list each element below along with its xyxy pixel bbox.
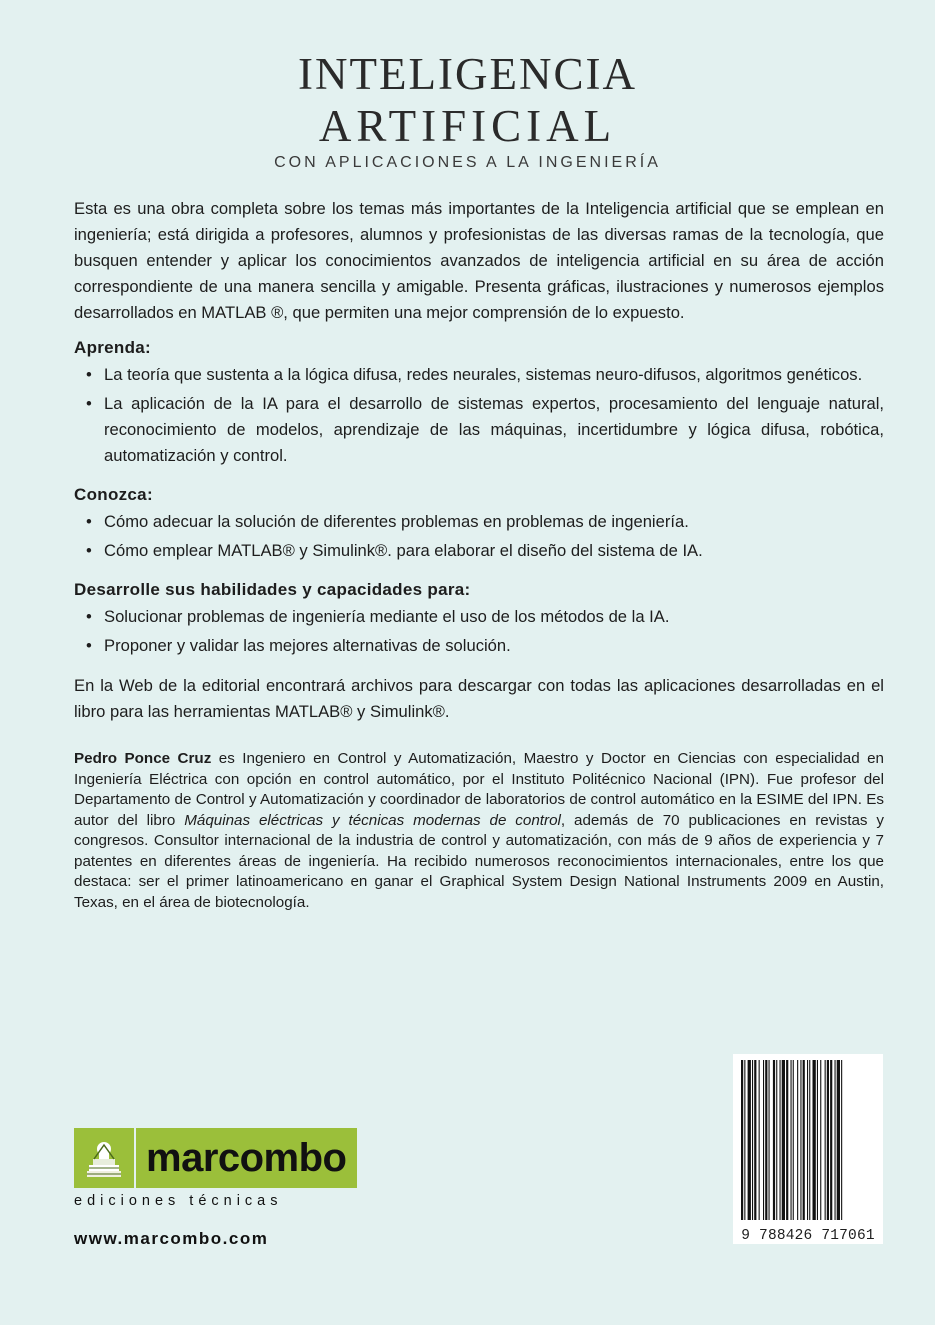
- barcode-bar: [820, 1060, 821, 1220]
- barcode-bar: [797, 1060, 798, 1220]
- back-cover-content: [74, 196, 884, 928]
- bullet-icon: •: [86, 541, 92, 560]
- barcode-bar: [803, 1060, 805, 1220]
- barcode-bar: [773, 1060, 775, 1220]
- barcode-bar: [825, 1060, 826, 1220]
- barcode-bar: [841, 1060, 842, 1220]
- barcode-bar: [765, 1060, 767, 1220]
- publisher-url[interactable]: www.marcombo.com: [74, 1229, 269, 1248]
- barcode-bar: [776, 1060, 777, 1220]
- list-item: • Cómo adecuar la solución de diferentes problemas en problemas de ingeniería.: [74, 509, 884, 535]
- barcode-bar: [759, 1060, 760, 1220]
- intro-paragraph: Esta es una obra completa sobre los temas más importantes de la Inteligencia artificial que se emplean en ingeniería; está dirigida a profesores, alumnos y profesionistas de las diversas ramas de la tecnología, que busquen entender y aplicar los conocimientos avanzados de inteligencia artificial en su área de acción correspondiente de una manera sencilla y amigable. Presenta gráficas, ilustraciones y numerosos ejemplos desarrollados en MATLAB ®, que permiten una mejor comprensión de lo expuesto.: [74, 199, 884, 322]
- barcode-bar: [830, 1060, 832, 1220]
- section-heading: Aprenda:: [74, 338, 152, 357]
- barcode-bar: [744, 1060, 745, 1220]
- bullet-icon: •: [86, 512, 92, 531]
- bullet-icon: •: [86, 394, 92, 413]
- barcode-bar: [837, 1060, 840, 1220]
- barcode-bar: [741, 1060, 743, 1220]
- author-bio: Pedro Ponce Cruz es Ingeniero en Control y Automatización, Maestro y Doctor en Ciencias con especialidad en Ingeniería Eléctrica con opción en control automático, por el Instituto Politécnico Nacional (IPN). Fue profesor del Departamento de Control y Automatización y coordinador de laboratorios de control automático en la ESIME del IPN. Es autor del libro Máquinas eléctricas y técnicas modernas de control, además de 70 publicaciones en revistas y congresos. Consultor internacional de la industria de control y automatización, con más de 9 años de experiencia y 7 patentes en diferentes áreas de ingeniería. Ha recibido numerosos reconocimientos internacionales, entre los que destaca: ser el primer latinoamericano en ganar el Graphical System Design National Instruments 2009 en Austin, Texas, en el área de biotecnología.: [74, 750, 885, 911]
- publisher-logo: [74, 1128, 357, 1188]
- list-item: • La aplicación de la IA para el desarrollo de sistemas expertos, procesamiento del lenguaje natural, reconocimiento de modelos, aprendizaje de las máquinas, incertidumbre y lógica difusa, robótica, automatización y control.: [74, 391, 884, 469]
- list-item: • Proponer y validar las mejores alternativas de solución.: [74, 633, 884, 659]
- title-block: [0, 48, 935, 172]
- barcode-bars: [741, 1060, 875, 1220]
- publisher-name: marcombo: [136, 1128, 357, 1188]
- section-aprenda: [74, 336, 884, 469]
- barcode-bar: [769, 1060, 770, 1220]
- list-item: • Solucionar problemas de ingeniería mediante el uso de los métodos de la IA.: [74, 604, 884, 630]
- barcode: [733, 1054, 883, 1244]
- section-heading: Conozca:: [74, 485, 153, 504]
- bullet-list: [74, 362, 884, 469]
- list-item: • Cómo emplear MATLAB® y Simulink®. para elaborar el diseño del sistema de IA.: [74, 538, 884, 564]
- barcode-bar: [817, 1060, 818, 1220]
- isbn-number: 9 788426 717061: [733, 1228, 883, 1244]
- publisher-area: [74, 1128, 357, 1249]
- barcode-bar: [800, 1060, 801, 1220]
- barcode-bar: [791, 1060, 792, 1220]
- section-conozca: [74, 483, 884, 564]
- bullet-icon: •: [86, 365, 92, 384]
- barcode-bar: [754, 1060, 756, 1220]
- book-subtitle: CON APLICACIONES A LA INGENIERÍA: [274, 154, 661, 171]
- barcode-bar: [780, 1060, 781, 1220]
- barcode-bar: [763, 1060, 764, 1220]
- barcode-bar: [807, 1060, 808, 1220]
- barcode-bar: [809, 1060, 810, 1220]
- web-note: En la Web de la editorial encontrará archivos para descargar con todas las aplicaciones desarrolladas en el libro para las herramientas MATLAB® y Simulink®.: [74, 676, 884, 721]
- bullet-list: [74, 509, 884, 564]
- list-item: • La teoría que sustenta a la lógica difusa, redes neurales, sistemas neuro-difusos, algoritmos genéticos.: [74, 362, 884, 388]
- bullet-icon: •: [86, 636, 92, 655]
- book-stack-icon: [74, 1128, 134, 1188]
- publisher-tagline: ediciones técnicas: [74, 1193, 283, 1209]
- book-title-line2: ARTIFICIAL: [318, 101, 617, 151]
- barcode-bar: [835, 1060, 836, 1220]
- bullet-icon: •: [86, 607, 92, 626]
- barcode-bar: [748, 1060, 751, 1220]
- section-heading: Desarrolle sus habilidades y capacidades para:: [74, 580, 471, 599]
- barcode-bar: [786, 1060, 788, 1220]
- author-name: Pedro Ponce Cruz: [74, 750, 212, 767]
- section-desarrolle: [74, 578, 884, 659]
- bullet-list: [74, 604, 884, 659]
- barcode-bar: [793, 1060, 794, 1220]
- barcode-bar: [752, 1060, 753, 1220]
- barcode-bar: [827, 1060, 829, 1220]
- book-title-line1: INTELIGENCIA: [298, 49, 637, 99]
- barcode-bar: [813, 1060, 816, 1220]
- barcode-bar: [782, 1060, 785, 1220]
- author-book-title: Máquinas eléctricas y técnicas modernas de control: [184, 811, 561, 829]
